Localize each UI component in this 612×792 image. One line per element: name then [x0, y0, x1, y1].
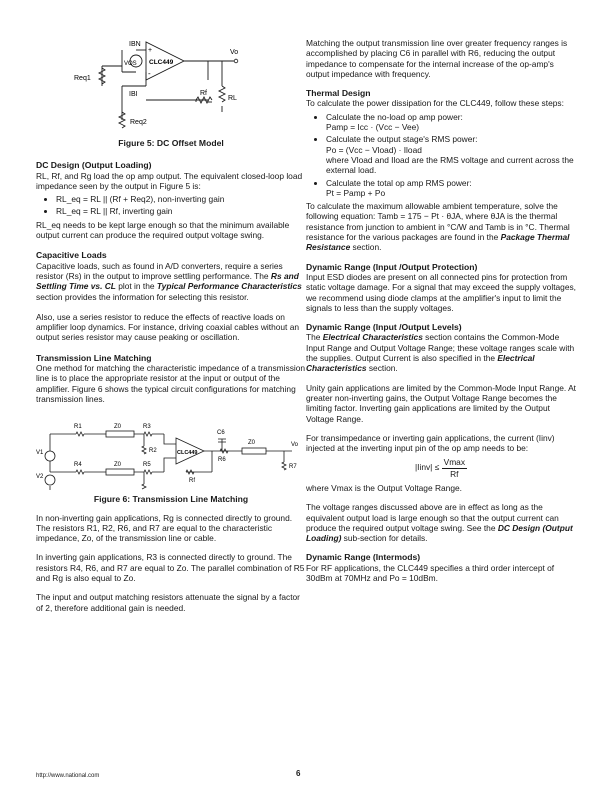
tl-paragraph-3: In inverting gain applications, R3 is connected directly to ground. The resistors R4, R6, and R7 are equal to Zo. The parallel combination of R5 and Rg is also equal to Zo. [36, 552, 305, 584]
thermal-paragraph-2: To calculate the maximum allowable ambient temperature, solve the following equation: Tamb = 175 − Pt · θJA, where θJA is the thermal resistance from junction to ambient in °C/W and Tamb is in °C. Thermal resistance for the various packages are found in the Package Thermal Resistance section. [306, 201, 570, 253]
thermal-steps [306, 112, 576, 198]
resistor-r1 [76, 432, 84, 436]
label-amp: CLC449 [177, 450, 198, 457]
label-z0c: Z0 [248, 440, 256, 447]
left-column [36, 0, 306, 613]
heading-thermal-design: Thermal Design [306, 88, 371, 99]
label-amp: CLC449 [149, 59, 174, 66]
label-r2: R2 [149, 448, 157, 455]
thermal-paragraph-1: To calculate the power dissipation for the CLC449, follow these steps: [306, 98, 564, 109]
label-vo: Vo [291, 442, 299, 449]
label-ibi: IBI [129, 91, 138, 98]
equation-fraction [442, 457, 467, 479]
cap-paragraph-2: Also, use a series resistor to reduce the effects of reactive loads on amplifier loop dynamics. For instance, driving coaxial cables without an output series resistor may cause peaking or oscillation. [36, 311, 300, 343]
resistor-r-lower [142, 484, 146, 489]
right-column [306, 38, 576, 583]
label-r4: R4 [74, 462, 82, 469]
dc-paragraph-2: RL_eq needs to be kept large enough so that the minimum available output current can produce the required output voltage swing. [36, 219, 290, 241]
resistor-r2 [142, 446, 146, 454]
label-z0a: Z0 [114, 424, 122, 431]
levels-paragraph-4: where Vmax is the Output Voltage Range. [306, 482, 462, 493]
dc-paragraph-1: RL, Rf, and Rg load the op amp output. The equivalent closed-loop load impedance seen by the output in Figure 5 is: [36, 170, 303, 191]
thermal-step-2: • Calculate the output stage's RMS power: Po = (Vcc − Vload) · Iload where Vload and Iload are the RMS voltage and current across the external load. [326, 134, 576, 175]
resistor-r3 [144, 432, 152, 436]
label-c6: C6 [217, 430, 225, 437]
esd-paragraph: Input ESD diodes are present on all connected pins for protection from static voltage damage. For a signal that may exceed the supply voltages, we recommend using diode clamps at the amplifier's input to limit the signals to less than the supply voltages. [306, 271, 577, 313]
label-r6: R6 [218, 457, 226, 464]
label-r7: R7 [289, 464, 297, 471]
equation-denominator: Rf [450, 468, 459, 479]
equation-numerator: Vmax [443, 457, 466, 468]
dc-bullets [36, 194, 306, 217]
label-vos: VOS [124, 61, 137, 67]
levels-paragraph-2: Unity gain applications are limited by the Common-Mode Input Range. At greater non-inverting gains, the Output Voltage Range becomes the limiting factor. Inverting gain applications are limited by the Output Voltage Range. [306, 382, 577, 424]
resistor-r7 [282, 462, 286, 470]
iinv-equation [306, 457, 576, 479]
figure-6-caption: Figure 6: Transmission Line Matching [93, 494, 249, 505]
dc-bullet-2: • RL_eq = RL || Rf, inverting gain [56, 206, 306, 216]
heading-io-levels: Dynamic Range (Input /Output Levels) [306, 322, 462, 333]
figure-5-caption: Figure 5: DC Offset Model [118, 138, 224, 148]
resistor-rl [219, 86, 225, 102]
figure-5-dc-offset-model [36, 32, 306, 132]
coax-line-2 [106, 469, 134, 475]
cap-paragraph-1: Capacitive loads, such as found in A/D converters, require a series resistor (Rs) in the output to improve settling performance. The Rs and Settling Time vs. CL plot in the Typical Performance Characteristics section provides the information for selecting this resistor. [36, 260, 302, 302]
coax-line-1 [106, 431, 134, 437]
label-v1: V1 [36, 450, 44, 457]
equation-lhs: |Iinv| ≤ [414, 462, 440, 473]
levels-paragraph-3: For transimpedance or inverting gain applications, the current (Iinv) injected at the inverting input pin of the op amp needs to be: [306, 432, 555, 454]
dc-bullet-1: • RL_eq = RL || (Rf + Req2), non-inverting gain [56, 194, 306, 204]
label-r1: R1 [74, 424, 82, 431]
thermal-step-3: • Calculate the total op amp RMS power: Pt = Pamp + Po [326, 178, 576, 199]
tl-paragraph-2: In non-inverting gain applications, Rg is connected directly to ground. The resistors R1, R2, R6, and R7 are equal to the characteristic impedance, Zo, of the transmission line or cable. [36, 512, 293, 544]
intermods-paragraph: For RF applications, the CLC449 specifies a third order intercept of 30dBm at 70MHz and Po = 10dBm. [306, 562, 555, 584]
intro-paragraph: Matching the output transmission line over greater frequency ranges is accomplished by placing C6 in parallel with R6, reducing the output impedance to compensate for the internal increase of the op-amp's output impedance with frequency. [306, 38, 568, 79]
source-v2 [45, 475, 55, 485]
heading-transmission-line: Transmission Line Matching [36, 352, 152, 363]
heading-dc-design: DC Design (Output Loading) [36, 160, 152, 171]
tl-paragraph-4: The input and output matching resistors attenuate the signal by a factor of 2, therefore additional gain is needed. [36, 592, 300, 613]
label-req2: Req2 [130, 119, 147, 126]
label-v2: V2 [36, 474, 44, 481]
tl-paragraph-1: One method for matching the characteristic impedance of a transmission line is to place the appropriate resistor at the input or output of the amplifier. Figure 6 shows the typical circuit configurations for matching transmission lines. [36, 363, 306, 404]
heading-intermods: Dynamic Range (Intermods) [306, 552, 421, 563]
heading-esd: Dynamic Range (Input /Output Protection) [306, 261, 478, 272]
thermal-step-1: • Calculate the no-load op amp power: Pamp = Icc · (Vcc − Vee) [326, 112, 576, 133]
resistor-r5 [144, 470, 152, 474]
label-ibn: IBN [129, 41, 141, 48]
label-rl: RL [228, 95, 237, 102]
levels-paragraph-1: The Electrical Characteristics section contains the Common-Mode Input Range and Output Voltage Range; these voltage ranges scale with the supplies. Output Current is also specified in the Electrical Characteristics section. [306, 332, 575, 374]
heading-capacitive-loads: Capacitive Loads [36, 250, 107, 261]
coax-line-3 [242, 448, 266, 454]
label-req1: Req1 [74, 75, 91, 82]
label-z0b: Z0 [114, 462, 122, 469]
label-r5: R5 [143, 462, 151, 469]
footer-url[interactable]: http://www.national.com [36, 773, 100, 779]
source-v1 [45, 451, 55, 461]
label-r3: R3 [143, 424, 151, 431]
label-plus: + [148, 47, 153, 54]
levels-paragraph-5: The voltage ranges discussed above are in effect as long as the equivalent output load is large enough so that the output current can produce the required output voltage swing. See the DC Design (Output Loading) sub-section for details. [306, 502, 573, 544]
label-vo: Vo [230, 49, 239, 56]
page-number: 6 [296, 769, 301, 778]
resistor-r4 [76, 470, 84, 474]
output-node [234, 59, 238, 63]
label-rf: Rf [189, 478, 195, 485]
label-minus: - [148, 69, 151, 78]
figure-6-transmission-line [36, 412, 306, 490]
label-rf: Rf [200, 90, 207, 97]
